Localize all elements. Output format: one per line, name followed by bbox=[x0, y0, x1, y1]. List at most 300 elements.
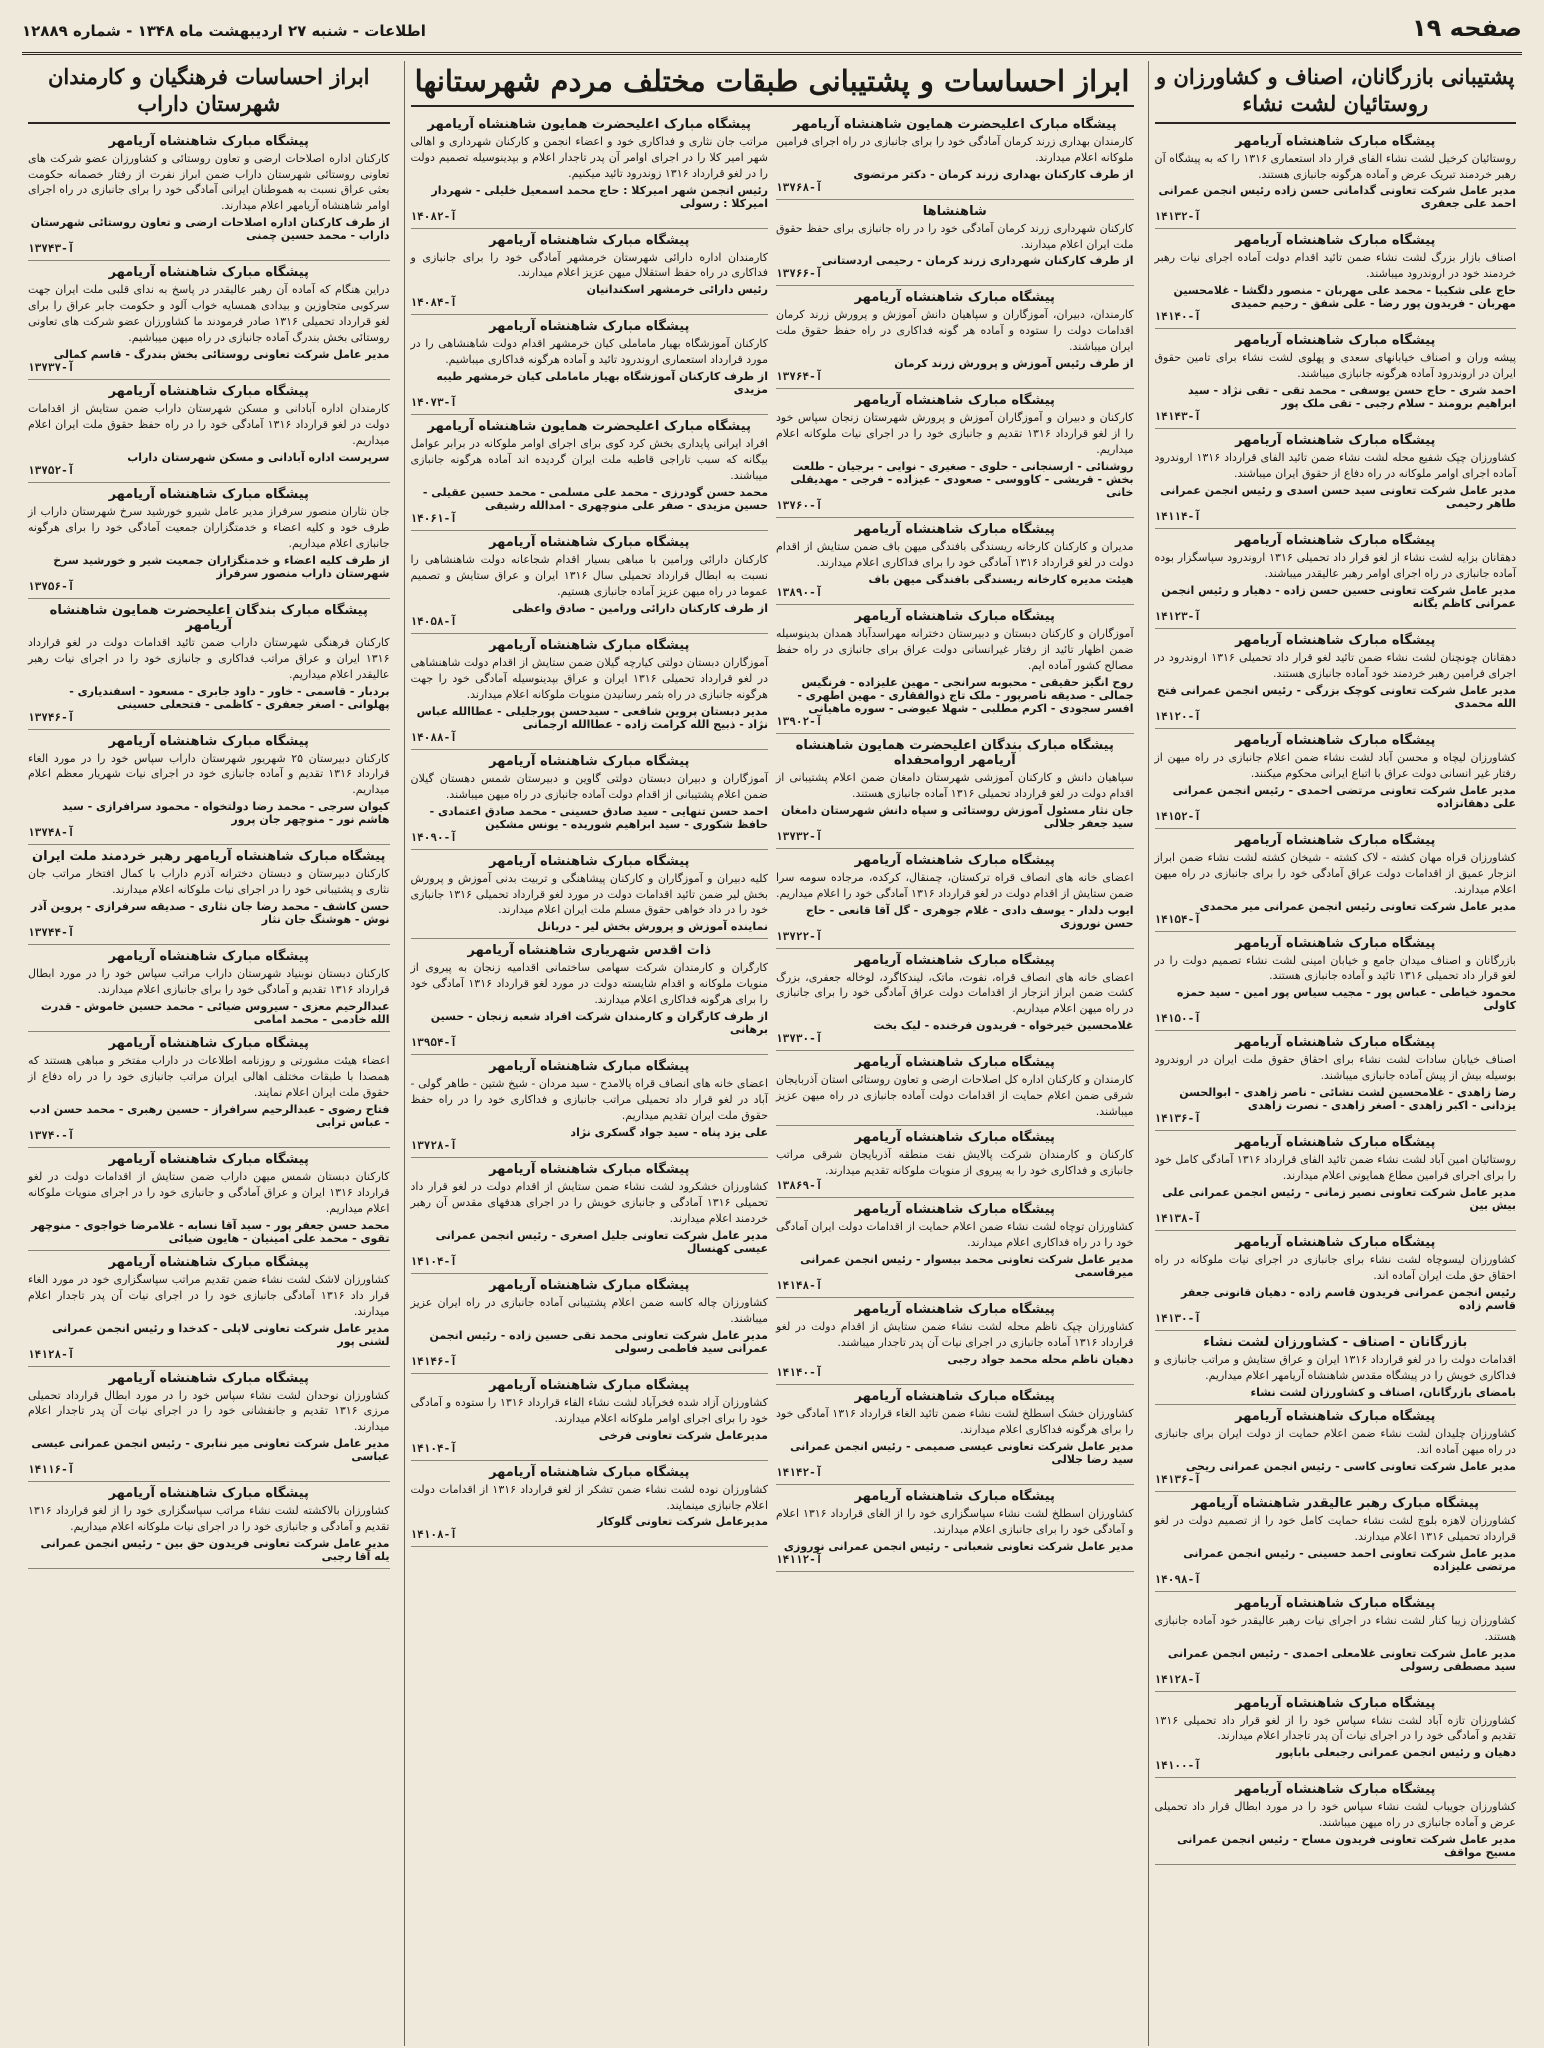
notice-sign: مدیر عامل شرکت تعاونی رئیس انجمن عمرانی میر محمدی bbox=[1199, 899, 1516, 913]
notice-item bbox=[411, 750, 769, 850]
notice-sign: نماینده آموزش و پرورش بخش لیر - دریانل bbox=[537, 920, 768, 934]
notice-title: پیشگاه مبارک شاهنشاه آریامهر bbox=[1235, 732, 1436, 748]
notice-item bbox=[28, 483, 390, 599]
notice-item bbox=[411, 1274, 769, 1374]
columns bbox=[22, 61, 1522, 2046]
notice-item bbox=[411, 113, 769, 229]
column-provinces bbox=[404, 61, 1140, 2046]
notice-code: آ-۱۳۷۶۸ bbox=[776, 180, 823, 194]
notice-title: پیشگاه مبارک شاهنشاه آریامهر bbox=[1235, 1695, 1436, 1711]
notice-code: آ-۱۴۱۰۴ bbox=[410, 1441, 457, 1455]
notice-title: پیشگاه مبارک شاهنشاه آریامهر bbox=[1235, 1595, 1436, 1611]
notice-item bbox=[411, 315, 769, 415]
notice-title: پیشگاه مبارک شاهنشاه آریامهر bbox=[489, 853, 690, 869]
notice-sign: مدیر دبستان پروین شافعی - سیدحسن پورجلیلی - عطاالله عباس نژاد - ذبیح الله کرامت زاده - عطاالله ارجمانی bbox=[416, 704, 768, 731]
notice-code: آ-۱۴۰۵۸ bbox=[410, 614, 457, 628]
notice-item bbox=[1155, 1592, 1517, 1692]
notice-sign: فتاح رضوی - عبدالرحیم سرافراز - حسین رهبری - محمد حسن ادب - عباس ترابی bbox=[29, 1102, 390, 1129]
notice-item bbox=[776, 605, 1134, 734]
notice-code: آ-۱۳۸۹۰ bbox=[776, 585, 823, 599]
notice-code: آ-۱۳۷۴۴ bbox=[28, 926, 75, 940]
notice-title: پیشگاه مبارک شاهنشاه آریامهر bbox=[489, 753, 690, 769]
notice-body: کارمندان اداره آبادانی و مسکن شهرستان داراب ضمن ستایش از اقدامات دولت در لغو قرارداد ۱۳۱۶ آمادگی خود را در راه حفظ حقوق ملت ایران اعلام میداریم. bbox=[28, 402, 390, 447]
notice-title: پیشگاه مبارک رهبر عالیقدر شاهنشاه آریامهر bbox=[1191, 1495, 1480, 1511]
notice-sign: احمد شری - حاج حسن یوسفی - محمد تقی - تقی نژاد - سید ابراهیم برومند - سلام رجبی - تقی ملک پور bbox=[1188, 384, 1516, 411]
notice-title: پیشگاه مبارک اعلیحضرت همایون شاهنشاه آریامهر bbox=[427, 116, 751, 132]
notice-sign: مدیر عامل شرکت تعاونی لاپلی - کدخدا و رئیس انجمن عمرانی لشنی پور bbox=[52, 1321, 390, 1348]
notice-sign: مدیر عامل شرکت تعاونی غلامعلی احمدی - رئیس انجمن عمرانی سید مصطفی رسولی bbox=[1167, 1646, 1516, 1673]
notice-sign: روح انگیز حقیقی - محبوبه سرانجی - مهین علیزاده - فرنگیس جمالی - صدیقه ناصرپور - ملک تاج ذوالفقاری - مهین اطهری - افسر سجودی - اکرم مطلبی - شهلا عیوضی - سوره ماهیانی bbox=[797, 675, 1134, 715]
notice-title: پیشگاه مبارک شاهنشاه آریامهر bbox=[1235, 832, 1436, 848]
notice-item bbox=[411, 634, 769, 750]
notice-body: کارکنان آموزشگاه بهیار ماماملی کیان خرمشهر اقدام دولت شاهنشاهی را در مورد قرارداد استعماری اروندرود تائید و آماده هرگونه فداکاری میباشیم. bbox=[410, 337, 768, 367]
notice-code: آ-۱۳۷۴۶ bbox=[28, 710, 75, 724]
notice-title: پیشگاه مبارک شاهنشاه آریامهر bbox=[1235, 433, 1436, 449]
notice-title: پیشگاه مبارک شاهنشاه آریامهر bbox=[1235, 1235, 1436, 1251]
notice-item bbox=[28, 261, 390, 380]
notice-title: پیشگاه مبارک شاهنشاه آریامهر bbox=[489, 1377, 690, 1393]
notice-title: پیشگاه مبارک شاهنشاه آریامهر bbox=[854, 608, 1055, 624]
notice-sign: محمود خیاطی - عباس پور - مجیب سیاس پور امین - سید حمزه کاولی bbox=[1176, 986, 1516, 1013]
notice-code: آ-۱۴۱۱۴ bbox=[1154, 510, 1201, 524]
notice-code: آ-۱۳۹۰۲ bbox=[776, 714, 823, 728]
notice-code: آ-۱۴۰۷۳ bbox=[410, 396, 457, 410]
notice-title: پیشگاه مبارک شاهنشاه آریامهر bbox=[1235, 1408, 1436, 1424]
notice-item bbox=[1155, 1331, 1517, 1405]
notice-sign: دهیان و رئیس انجمن عمرانی رجبعلی باباپور bbox=[1276, 1746, 1516, 1760]
notice-body: کارکنان دبستان شمس میهن داراب ضمن ستایش از اقدامات دولت در لغو قرارداد ۱۳۱۶ ایران و عراق آمادگی و جانبازی خود را در اجرای منویات ملوکانه اعلام میداریم. bbox=[28, 1169, 390, 1215]
notice-sign: مدیر عامل شرکت تعاونی فریدون حق بین - رئیس انجمن عمرانی یله آقا رجبی bbox=[40, 1537, 390, 1564]
notice-title: پیشگاه مبارک شاهنشاه آریامهر bbox=[108, 733, 309, 749]
notice-code: آ-۱۳۷۴۰ bbox=[28, 1128, 75, 1142]
notice-sign: مدیر عامل شرکت تعاونی احمد حسینی - رئیس انجمن عمرانی مرتضی علیزاده bbox=[1183, 1546, 1516, 1573]
notice-body: کارکنان اداره اصلاحات ارضی و تعاون روستائی و کشاورزان عضو شرکت های تعاونی روستائی شهرستان داراب ضمن ابراز نفرت از رفتار خصمانه حکومت بعثی عراق نسبت به هموطنان ایرانی آمادگی خود را برای جانبازی در راه اجرای اوامر شاهنشاه آریامهر اعلام میدارند. bbox=[28, 151, 390, 213]
notice-code: آ-۱۴۱۴۲ bbox=[776, 1465, 823, 1479]
notice-title: پیشگاه مبارک شاهنشاه آریامهر bbox=[854, 1488, 1055, 1504]
notice-item bbox=[776, 389, 1134, 518]
notice-code: آ-۱۳۷۳۲ bbox=[776, 829, 823, 843]
notice-body: کشاورزان لیسوچاه لشت نشاء برای جانبازی در اجرای نیات ملوکانه در راه احقاق حق ملت ایران آماده اند. bbox=[1154, 1253, 1516, 1283]
notice-code: آ-۱۴۱۰۰ bbox=[1154, 1759, 1201, 1773]
notice-title: پیشگاه مبارک شاهنشاه آریامهر bbox=[1235, 133, 1436, 149]
notice-body: کارکنان و کارمندان شرکت پالایش نفت منطقه آذربایجان شرقی مراتب جانبازی و فداکاری خود را به پیروی از منویات ملوکانه تقدیم میدارند. bbox=[776, 1148, 1134, 1178]
column-bazaar bbox=[1148, 61, 1523, 2046]
notice-title: پیشگاه مبارک شاهنشاه آریامهر bbox=[489, 232, 690, 248]
notice-title: پیشگاه مبارک شاهنشاه آریامهر bbox=[108, 133, 309, 149]
notice-code: آ-۱۴۱۰۴ bbox=[410, 1254, 457, 1268]
notice-title: پیشگاه مبارک شاهنشاه آریامهر bbox=[489, 1464, 690, 1480]
notice-sign: ایوب دلدار - یوسف دادی - غلام جوهری - گل آقا قانعی - حاج حسن نوروزی bbox=[805, 903, 1134, 930]
notice-item bbox=[1155, 829, 1517, 932]
notice-item bbox=[776, 1126, 1134, 1198]
notice-body: کشاورزان قراه مهان کشته - لاک کشته - شیخان کشته لشت نشاء ضمن ابراز انزجار عمیق از اقدامات دولت عراق آمادگی خود را برای جانبازی در راه میهن اعلام میدارند. bbox=[1154, 850, 1516, 896]
notice-item bbox=[776, 1051, 1134, 1126]
notice-title: پیشگاه مبارک شاهنشاه آریامهر bbox=[489, 637, 690, 653]
notice-item bbox=[28, 130, 390, 262]
notice-item bbox=[1155, 1405, 1517, 1492]
notice-title: پیشگاه مبارک شاهنشاه آریامهر bbox=[854, 393, 1055, 409]
notice-title: پیشگاه مبارک شاهنشاه آریامهر bbox=[854, 1130, 1055, 1146]
notice-sign: سرپرست اداره آبادانی و مسکن شهرستان داراب bbox=[127, 450, 390, 464]
notice-item bbox=[1155, 1031, 1517, 1131]
provinces-split bbox=[411, 113, 1134, 1572]
notice-sign: مدیر عامل شرکت تعاونی سید حسن اسدی و رئیس انجمن عمرانی طاهر رحیمی bbox=[1160, 484, 1516, 511]
notice-body: روستائیان امین آباد لشت نشاء ضمن تائید الفای قرارداد ۱۳۱۶ آمادگی کامل خود را برای اجرای فرامین مطاع همایونی اعلام میدارند. bbox=[1154, 1153, 1516, 1183]
notice-body: کارکنان دبیرستان ۲۵ شهریور شهرستان داراب سپاس خود را در مورد الغاء قرارداد ۱۳۱۶ تقدیم و آماده جانبازی خود در اجرای نیات شهریار معظم اعلام میداریم. bbox=[28, 751, 390, 797]
notice-body: کشاورزان خشک اسطلخ لشت نشاء ضمن تائید الغاء قرارداد ۱۳۱۶ آمادگی خود را برای هرگونه فداکاری اعلام میدارند. bbox=[776, 1406, 1134, 1436]
notice-code: آ-۱۴۱۳۰ bbox=[1154, 1312, 1201, 1326]
notice-item bbox=[776, 1298, 1134, 1385]
notice-code: آ-۱۴۱۴۰ bbox=[776, 1365, 823, 1379]
page-number: صفحه ۱۹ bbox=[1412, 14, 1522, 42]
notice-sign: مدیر عامل شرکت تعاونی مرتضی احمدی - رئیس انجمن عمرانی علی دهقانزاده bbox=[1172, 783, 1516, 810]
notice-body: کشاورزان نوحدان لشت نشاء سپاس خود را در مورد ابطال قرارداد تحمیلی مرزی ۱۳۱۶ تقدیم و جانفشانی خود را در اجرای نیات آن پدر تاجدار اعلام میدارند. bbox=[28, 1388, 390, 1434]
notice-code: آ-۱۴۱۴۰ bbox=[1154, 310, 1201, 324]
notice-body: آموزگاران دبستان دولتی کیارچه گیلان ضمن ستایش از اقدام دولت شاهنشاهی در لغو قرارداد تحمیلی ۱۳۱۶ ایران و عراق بپدینوسیله آمادگی خود را جهت هرگونه جانبازی در راه بثمر رسانیدن منویات ملوکانه اعلام میدارند. bbox=[410, 655, 768, 701]
notice-item bbox=[776, 286, 1134, 389]
notice-body: کارمندان اداره دارائی شهرستان خرمشهر آمادگی خود را برای جانبازی و فداکاری در راه حفظ استقلال میهن عزیز اعلام میدارند. bbox=[410, 250, 768, 280]
notice-title: پیشگاه مبارک شاهنشاه آریامهر bbox=[108, 486, 309, 502]
notice-body: کشاورزان خشکرود لشت نشاء ضمن ستایش از اقدام دولت در لغو قرار داد تحمیلی ۱۳۱۶ آمادگی و جانبازی خویش را در اجرای هدفهای مقدس آن رهبر خردمند اعلام میدارند. bbox=[410, 1180, 768, 1225]
notice-item bbox=[1155, 1492, 1517, 1592]
notice-item bbox=[411, 850, 769, 940]
notice-body: دهقانان بزایه لشت نشاء از لغو قرار داد تحمیلی ۱۳۱۶ اروندرود سپاسگزار بوده آماده جانبازی در راه اجرای اوامر رهبر عالیقدر میباشند. bbox=[1154, 551, 1516, 581]
notice-title: پیشگاه مبارک شاهنشاه آریامهر bbox=[1235, 935, 1436, 951]
notice-title: ذات اقدس شهریاری شاهنشاه آریامهر bbox=[467, 943, 711, 959]
notice-sign: از طرف کارکنان آموزشگاه بهیار ماماملی کیان خرمشهر طیبه مزیدی bbox=[436, 370, 768, 397]
notice-title: پیشگاه مبارک شاهنشاه آریامهر bbox=[854, 952, 1055, 968]
notice-item bbox=[776, 1485, 1134, 1572]
notice-body: کشاورزان چلیدان لشت نشاء ضمن اعلام حمایت از دولت ایران برای جانبازی در راه میهن آماده اند. bbox=[1154, 1426, 1516, 1456]
notice-sign: کیوان سرجی - محمد رضا دولتخواه - محمود سرافرازی - سید هاشم نور - منوچهر جان پرور bbox=[62, 800, 390, 827]
notice-sign: از طرف کلیه اعضاء و خدمتگزاران جمعیت شیر و خورشید سرخ شهرستان داراب منصور سرفراز bbox=[53, 553, 390, 580]
notice-code: آ-۱۴۱۴۳ bbox=[1154, 410, 1201, 424]
notice-title: پیشگاه مبارک شاهنشاه آریامهر bbox=[108, 1254, 309, 1270]
notice-sign: مدیر عامل شرکت تعاونی کاسی - رئیس انجمن عمرانی ریحی bbox=[1185, 1459, 1516, 1473]
notice-sign: از طرف رئیس آموزش و پرورش زرند کرمان bbox=[894, 357, 1134, 371]
notice-body: آموزگاران و کارکنان دبستان و دبیرستان دخترانه مهراسدآباد همدان بدینوسیله ضمن اظهار تائید از رفتار غیرانسانی دولت عراق برای جانبازی در راه حفظ مصالح کشور آماده ایم. bbox=[776, 626, 1134, 672]
notice-item bbox=[1155, 429, 1517, 529]
notice-body: کشاورزان نوده لشت نشاء ضمن تشکر از لغو قرارداد ۱۳۱۶ از اقدامات دولت اعلام جانبازی مینمایند. bbox=[410, 1482, 768, 1512]
notice-sign: هیئت مدیره کارخانه ریسندگی بافندگی میهن باف bbox=[868, 572, 1134, 586]
notice-item bbox=[776, 849, 1134, 949]
notice-title: پیشگاه مبارک اعلیحضرت همایون شاهنشاه آریامهر bbox=[793, 116, 1117, 132]
notice-sign: محمد حسن جعفر پور - سید آقا نسابه - غلامرضا خواجوی - منوچهر تقوی - محمد علی امینیان - هایون ضیائی bbox=[31, 1218, 390, 1245]
notice-code: آ-۱۴۱۱۲ bbox=[776, 1552, 823, 1566]
notice-body: اقدامات دولت را در لغو قرارداد ۱۳۱۶ ایران و عراق ستایش و مراتب جانبازی و فداکاری خویش را در پیشگاه مقدس شاهنشاه آریامهر اعلام میداریم. bbox=[1154, 1353, 1516, 1382]
masthead bbox=[22, 14, 1522, 55]
notice-body: اصناف بازار بزرگ لشت نشاء ضمن تائید اقدام دولت آماده اجرای نیات رهبر خردمند خود در اروندرود میباشند. bbox=[1154, 251, 1516, 281]
notice-code: آ-۱۴۱۲۰ bbox=[1154, 709, 1201, 723]
notice-title: پیشگاه مبارک شاهنشاه آریامهر bbox=[854, 290, 1055, 306]
notice-item bbox=[411, 229, 769, 316]
notice-body: افراد ایرانی پایداری بخش کرد کوی برای اجرای اوامر ملوکانه در برابر عوامل بیگانه که سبب تاراجی قاطبه ملت ایران گردیده اند آماده هرگونه جانبازی میباشند. bbox=[410, 437, 768, 483]
notice-code: آ-۱۴۰۹۸ bbox=[1154, 1572, 1201, 1586]
notice-sign: احمد حسن تنهایی - سید صادق حسینی - محمد صادق اعتمادی - حافظ شکوری - سید ابراهیم شوریده - یونس مشکین bbox=[429, 804, 768, 831]
notice-body: کارگران و کارمندان شرکت سهامی ساختمانی اقدامیه زنجان به پیروی از منویات ملوکانه و اقدام شایسته دولت در مورد لغو قرارداد ۱۳۱۶ آمادگی خود را برای هرگونه فداکاری اعلام میدارند. bbox=[410, 961, 768, 1007]
notice-title: پیشگاه مبارک شاهنشاه آریامهر bbox=[854, 1388, 1055, 1404]
notice-code: آ-۱۳۷۶۴ bbox=[776, 370, 823, 384]
notice-body: کارکنان دبستان نوبنیاد شهرستان داراب مراتب سپاس خود را در مورد ابطال قرارداد ۱۳۱۶ تقدیم و آمادگی خود را برای جانبازی اعلام میدارند. bbox=[28, 967, 390, 997]
notice-title: پیشگاه مبارک شاهنشاه آریامهر bbox=[108, 1151, 309, 1167]
notice-body: کشاورزان چپک شفیع محله لشت نشاء ضمن تائید الفای قرارداد ۱۳۱۶ اروندرود آماده اجرای اوامر ملوکانه در راه دفاع از حقوق ایران میباشند. bbox=[1154, 451, 1516, 481]
notice-body: کشاورزان آزاد شده فخرآباد لشت نشاء الفاء قرارداد ۱۳۱۶ را ستوده و آمادگی خود را برای اجرای اوامر ملوکانه اعلام میدارند. bbox=[410, 1395, 768, 1425]
notice-body: کشاورزان تازه آباد لشت نشاء سپاس خود را از لغو قرار داد تحمیلی ۱۳۱۶ تقدیم و آمادگی خود را در اجرای نیات آن پدر تاجدار اعلام میدارند. bbox=[1154, 1713, 1516, 1743]
notice-body: کشاورزان توچاه لشت نشاء ضمن اعلام حمایت از اقدامات دولت ایران آمادگی خود را در راه فداکاری اعلام میدارند. bbox=[776, 1220, 1134, 1249]
notice-body: اعضای خانه های انصاف قراه ترکستان، چمنقال، کرکده، مرجاده سومه سرا ضمن ستایش از اقدام دولت در لغو قرارداد ۱۳۱۶ آمادگی خود را اعلام میداریم. bbox=[775, 870, 1134, 900]
notice-sign: عبدالرحیم معزی - سیروس ضیائی - محمد حسین خاموش - قدرت الله خادمی - محمد امامی bbox=[40, 1000, 390, 1027]
notice-body: کشاورزان لیچاه و محسن آباد لشت نشاء ضمن اعلام جانبازی در راه میهن از رفتار غیر انسانی دولت عراق با اتباع ایرانی محکوم میکنند. bbox=[1154, 750, 1516, 780]
notice-sign: رئیس دارائی خرمشهر اسکندانیان bbox=[586, 283, 768, 297]
notice-sign: حاج علی شکیبا - محمد علی مهربان - منصور دلگشا - غلامحسین مهربان - فریدون پور رضا - علی شفق - رحیم حمیدی bbox=[1173, 284, 1516, 311]
notice-code: آ-۱۳۷۴۸ bbox=[28, 826, 75, 840]
notice-sign: مدیر عامل شرکت تعاونی گدامانی حسن زاده رئیس انجمن عمرانی احمد علی جعفری bbox=[1158, 184, 1516, 211]
notice-sign: بامضای بازرگانان، اصناف و کشاورزان لشت نشاء bbox=[1250, 1385, 1516, 1399]
notice-item bbox=[411, 1374, 769, 1461]
notice-code: آ-۱۴۱۲۳ bbox=[1154, 609, 1201, 623]
notice-title: پیشگاه مبارک شاهنشاه آریامهر رهبر خردمند ملت ایران bbox=[32, 849, 386, 865]
notice-body: کشاورزان لاهزه بلوچ لشت نشاء حمایت کامل خود را از تصمیم دولت در لغو قرارداد تحمیلی ۱۳۱۶ اعلام میدارند. bbox=[1154, 1513, 1516, 1543]
notice-body: کشاورزان چاله کاسه ضمن اعلام پشتیبانی آماده جانبازی در راه ایران عزیز میباشند. bbox=[410, 1295, 768, 1325]
notice-sign: مدیر عامل شرکت تعاونی میر ننابری - رئیس انجمن عمرانی عیسی عباسی bbox=[31, 1437, 390, 1464]
notice-item bbox=[1155, 229, 1517, 329]
column-darab bbox=[22, 61, 396, 2046]
notice-body: کارکنان دبیرستان و دبستان دخترانه آذرم داراب با کمال افتخار مراتب جان نثاری و پشتیبانی خود را در اجرای نیات ملوکانه اعلام میدارند. bbox=[28, 867, 390, 897]
notice-body: کشاورزان زیبا کنار لشت نشاء در اجرای نیات رهبر عالیقدر خود آماده جانبازی هستند. bbox=[1154, 1613, 1516, 1643]
notice-body: دراین هنگام که آماده آن رهبر عالیقدر در پاسخ به ندای قلبی ملت ایران جهت سرکوبی متجاوزین و بیدادی همسایه خواب آلود و حکومت جابر عراق را برای لغو قرارداد تحمیلی ۱۳۱۶ صادر فرمودند ما کشاورزان عضو شرکت های تعاونی روستائی بخش بندرگ آماده جانبازی در راه میهن میباشیم. bbox=[28, 283, 390, 345]
notice-item bbox=[28, 1482, 390, 1569]
notice-body: کارکنان و دبیران و آموزگاران آموزش و پرورش شهرستان زنجان سپاس خود را از لغو قرارداد ۱۳۱۶ تقدیم و جانبازی خود را در اجرای نیات ملوکانه اعلام میداریم. bbox=[776, 411, 1134, 457]
notice-title: پیشگاه مبارک شاهنشاه آریامهر bbox=[854, 522, 1055, 538]
notice-code: آ-۱۴۱۳۸ bbox=[1154, 1212, 1201, 1226]
notice-title: پیشگاه مبارک شاهنشاه آریامهر bbox=[108, 1036, 309, 1052]
notice-body: جان نثاران منصور سرفراز مدیر عامل شیرو خورشید سرخ شهرستان داراب از طرف خود و کلیه اعضاء و خدمتگزاران جمعیت آمادگی خود را برای هرگونه جانبازی اعلام میداریم. bbox=[28, 504, 390, 550]
notice-sign: از طرف کارکنان دارائی ورامین - صادق واعظی bbox=[512, 601, 768, 615]
notice-title: پیشگاه مبارک شاهنشاه آریامهر bbox=[489, 1277, 690, 1293]
notice-code: آ-۱۴۰۹۰ bbox=[410, 830, 457, 844]
notice-title: پیشگاه مبارک شاهنشاه آریامهر bbox=[1235, 233, 1436, 249]
notice-body: روستائیان کرخیل لشت نشاء الفای قرار داد استعماری ۱۳۱۶ را که به پیشگاه آن رهبر خردمند تبریک عرض و آماده هرگونه جانبازی هستند. bbox=[1154, 151, 1516, 181]
notice-sign: از طرف کارگران و کارمندان شرکت افراد شعبه زنجان - حسین برهانی bbox=[430, 1010, 768, 1037]
notice-title: پیشگاه مبارک اعلیحضرت همایون شاهنشاه آریامهر bbox=[427, 419, 751, 435]
notice-code: آ-۱۴۱۰۸ bbox=[410, 1528, 457, 1542]
notice-code: آ-۱۳۸۶۹ bbox=[776, 1179, 823, 1192]
notice-body: مراتب جان نثاری و فداکاری خود و اعضاء انجمن و کارکنان شهرداری و اهالی شهر امیر کلا را در اجرای اوامر آن پدر تاجدار اعلام و بپدینوسیله تصمیم دولت را در لغو قرارداد ۱۳۱۶ زوندرود تائید میکنیم. bbox=[410, 134, 768, 180]
notice-item bbox=[776, 518, 1134, 605]
notice-item bbox=[28, 730, 390, 846]
notice-body: اعضای خانه های انصاف قراه یالامدح - سید مردان - شیخ شتین - طاهر گولی - آباد در لغو قرار داد تحمیلی مراتب جانبازی و فداکاری خود را در راه حفظ حقوق ملت ایران تقدیم میداریم. bbox=[410, 1077, 768, 1123]
notice-body: آموزگاران و دبیران دبستان دولتی گاوین و دبیرستان شمس دهستان گیلان ضمن اعلام پشتیبانی از اقدام دولت آماده جانبازی در راه میهن میباشند. bbox=[410, 771, 768, 801]
issue-line: اطلاعات - شنبه ۲۷ اردیبهشت ماه ۱۳۴۸ - شماره ۱۲۸۸۹ bbox=[22, 22, 426, 40]
notice-item bbox=[1155, 1231, 1517, 1331]
notice-sign: مدیر عامل شرکت تعاونی جلیل اصغری - رئیس انجمن عمرانی عیسی کهنسال bbox=[435, 1228, 768, 1255]
notice-title: پیشگاه مبارک شاهنشاه آریامهر bbox=[1235, 632, 1436, 648]
notice-code: آ-۱۳۷۳۷ bbox=[28, 361, 75, 375]
notice-code: آ-۱۳۷۲۸ bbox=[410, 1139, 457, 1152]
notice-item bbox=[28, 599, 390, 730]
notice-item bbox=[776, 1385, 1134, 1485]
notice-body: کشاورزان اسطلخ لشت نشاء سپاسگزاری خود را از الغای قرارداد ۱۳۱۶ اعلام و آمادگی خود را برای جانبازی اعلام میدارند. bbox=[776, 1506, 1134, 1536]
notice-code: آ-۱۴۱۵۰ bbox=[1154, 1012, 1201, 1026]
notice-sign: جان نثار مسئول آموزش روستائی و سپاه دانش شهرستان دامغان سید جعفر جلالی bbox=[781, 803, 1134, 830]
notice-item bbox=[776, 113, 1134, 200]
notice-title: پیشگاه مبارک شاهنشاه آریامهر bbox=[1235, 533, 1436, 549]
notice-sign: مدیرعامل شرکت تعاونی فرخی bbox=[598, 1428, 768, 1442]
notice-sign: رضا زاهدی - غلامحسین لشت نشائی - ناصر زاهدی - ابوالحسن یزدانی - اکبر زاهدی - اصغر زاهدی - نصرت زاهدی bbox=[1179, 1086, 1516, 1113]
notice-body: اعضای خانه های انصاف قراه، نفوت، ماتک، لیندکاگرد، لوخاله جعفری، بزرگ کشت ضمن ابراز انزجار از اقدامات دولت عراق آمادگی خود را برای جانبازی در راه میهن اعلام میداریم. bbox=[776, 970, 1134, 1016]
notice-code: آ-۱۳۷۶۰ bbox=[776, 499, 823, 513]
notice-body: کشاورزان چپک ناظم محله لشت نشاء ضمن ستایش از اقدام دولت در لغو قرارداد ۱۳۱۶ آماده جانبازی در اجرای نیات آن پدر تاجدار میباشند. bbox=[776, 1319, 1134, 1349]
notice-sign: مدیر عامل شرکت تعاونی روستائی بخش بندرگ - قاسم کمالی bbox=[53, 348, 390, 362]
notice-title: پیشگاه مبارک بندگان اعلیحضرت همایون شاهنشاه آریامهر اروامحفداه bbox=[795, 737, 1114, 768]
notice-code: آ-۱۳۷۶۶ bbox=[776, 267, 823, 281]
notice-title: پیشگاه مبارک شاهنشاه آریامهر bbox=[108, 1370, 309, 1386]
notice-title: پیشگاه مبارک شاهنشاه آریامهر bbox=[489, 1059, 690, 1075]
notice-body: کشاورزان لاشک لشت نشاء ضمن تقدیم مراتب سپاسگزاری خود در مورد الغاء قرار داد ۱۳۱۶ آمادگی جانبازی خود را در اجرای نیات آن پدر تاجدار اعلام میدارند. bbox=[28, 1272, 390, 1318]
notice-code: آ-۱۴۱۳۶ bbox=[1154, 1112, 1201, 1126]
notice-sign: مدیر عامل شرکت تعاونی محمد بیسوار - رئیس انجمن عمرانی میرقاسمی bbox=[800, 1252, 1134, 1279]
notice-sign: مدیر عامل شرکت تعاونی عیسی صمیمی - رئیس انجمن عمرانی سید رضا جلالی bbox=[790, 1439, 1134, 1466]
notice-item bbox=[28, 845, 390, 945]
notice-item bbox=[28, 1148, 390, 1251]
notice-item bbox=[1155, 932, 1517, 1032]
notice-body: کشاورزان جویباب لشت نشاء سپاس خود را در مورد ابطال قرار داد تحمیلی عرض و آماده جانبازی در راه میهن میباشند. bbox=[1154, 1800, 1516, 1830]
notice-sign: مدیر عامل شرکت تعاونی کوچک بزرگی - رئیس انجمن عمرانی فتح الله محمدی bbox=[1157, 683, 1516, 710]
notice-body: کلیه دبیران و آموزگاران و کارکنان پیشاهنگی و تربیت بدنی آموزش و پرورش بخش لیر ضمن تائید اقدامات دولت در مورد لغو قرارداد تحمیلی ۱۳۱۶ جانبازی خود را در داد خواهی حقوق مسلم ملت ایران اعلام میدارند. bbox=[410, 871, 768, 917]
notice-title: پیشگاه مبارک شاهنشاه آریامهر bbox=[108, 949, 309, 965]
notice-title: پیشگاه مبارک شاهنشاه آریامهر bbox=[489, 535, 690, 551]
notice-item bbox=[776, 949, 1134, 1052]
notice-item bbox=[28, 945, 390, 1032]
notice-title: پیشگاه مبارک بندگان اعلیحضرت همایون شاهنشاه آریامهر bbox=[49, 602, 368, 633]
notice-item bbox=[411, 531, 769, 634]
notice-item bbox=[1155, 1692, 1517, 1779]
notice-body: کارکنان فرهنگی شهرستان داراب ضمن تائید اقدامات دولت در لغو قرارداد ۱۳۱۶ ایران و عراق مراتب فداکاری و جانبازی خود را در اجرای نیات رهبر عالیقدر اعلام میداریم. bbox=[28, 635, 390, 681]
notice-sign: رئیس انجمن عمرانی فریدون قاسم زاده - دهیان قانونی جعفر قاسم زاده bbox=[1181, 1286, 1516, 1313]
notice-sign: رئیس انجمن شهر امیرکلا : حاج محمد اسمعیل خلیلی - شهردار امیرکلا : رسولی bbox=[431, 183, 768, 210]
notice-sign: مدیر عامل شرکت تعاونی نصیر زمانی - رئیس انجمن عمرانی علی بیش بین bbox=[1162, 1186, 1516, 1213]
notice-body: کشاورزان بالاکشته لشت نشاء مراتب سپاسگزاری خود را از لغو قرارداد ۱۳۱۶ تقدیم و آمادگی و جانبازی خود را در اجرای نیات ملوکانه اعلام میداریم. bbox=[28, 1504, 390, 1534]
notice-item bbox=[28, 380, 390, 483]
notice-item bbox=[411, 1055, 769, 1158]
notice-code: آ-۱۴۰۸۴ bbox=[410, 296, 457, 310]
headline-bazaar: پشتیبانی بازرگانان، اصناف و کشاورزان و روستائیان لشت نشاء bbox=[1155, 63, 1517, 124]
notice-body: کارمندان، دبیران، آموزگاران و سپاهیان دانش آموزش و پرورش زرند کرمان اقدامات دولت را ستوده و آماده هر گونه فداکاری در راه حفظ حقوق ملت ایران میباشند. bbox=[776, 308, 1134, 354]
notice-item bbox=[1155, 729, 1517, 829]
notice-title: بازرگانان - اصناف - کشاورزان لشت نشاء bbox=[1203, 1335, 1468, 1351]
notice-item bbox=[411, 939, 769, 1055]
notice-code: آ-۱۴۱۳۶ bbox=[1154, 1472, 1201, 1486]
notice-sign: دهیان ناظم محله محمد جواد رجبی bbox=[947, 1352, 1134, 1366]
notice-sign: بردبار - قاسمی - خاور - داود جابری - مسعود - اسفندیاری - پهلوانی - اصغر جعفری - کاظمی - فتحعلی حسینی bbox=[69, 684, 390, 711]
notice-title: پیشگاه مبارک شاهنشاه آریامهر bbox=[854, 1055, 1055, 1071]
notice-code: آ-۱۴۱۲۸ bbox=[28, 1347, 75, 1361]
notice-title: پیشگاه مبارک شاهنشاه آریامهر bbox=[854, 1301, 1055, 1317]
notice-body: کارمندان و کارکنان اداره کل اصلاحات ارضی و تعاون روستائی استان آذربایجان شرقی ضمن اعلام حمایت از اقدامات دولت آماده جانبازی در راه میهن عزیز میباشند. bbox=[776, 1073, 1134, 1119]
notice-code: آ-۱۴۱۱۶ bbox=[28, 1463, 75, 1477]
notice-code: آ-۱۳۷۲۲ bbox=[776, 929, 823, 943]
notice-title: پیشگاه مبارک شاهنشاه آریامهر bbox=[1235, 1035, 1436, 1051]
notice-code: آ-۱۳۹۵۴ bbox=[410, 1036, 457, 1050]
notice-title: پیشگاه مبارک شاهنشاه آریامهر bbox=[489, 319, 690, 335]
notice-sign: روشنائی - ارسنجانی - حلوی - صغیری - نوایی - برجیان - طلعت بخش - قریشی - کاووسی - صعودی - عیزاده - فرجی - مهدیقلی خانی bbox=[790, 460, 1134, 500]
notice-item bbox=[1155, 529, 1517, 629]
notice-sign: مدیر عامل شرکت تعاونی محمد تقی حسین زاده - رئیس انجمن عمرانی سید فاطمی رسولی bbox=[429, 1328, 768, 1355]
notice-item bbox=[411, 415, 769, 531]
notice-body: پیشه وران و اصناف خیابانهای سعدی و پهلوی لشت نشاء برای تامین حقوق ایران در اروندرود آماده هرگونه جانبازی میباشند. bbox=[1154, 351, 1516, 381]
notice-sign: مدیرعامل شرکت تعاونی گلوکار bbox=[597, 1515, 768, 1529]
notice-item bbox=[776, 1198, 1134, 1298]
notice-item bbox=[776, 200, 1134, 287]
notice-title: پیشگاه مبارک شاهنشاه آریامهر bbox=[854, 852, 1055, 868]
notice-code: آ-۱۴۱۵۲ bbox=[1154, 809, 1201, 823]
notice-title: پیشگاه مبارک شاهنشاه آریامهر bbox=[108, 265, 309, 281]
notice-body: کارمندان بهداری زرند کرمان آمادگی خود را برای جانبازی در راه اجرای فرامین ملوکانه اعلام میدارند. bbox=[776, 134, 1134, 164]
notice-title: پیشگاه مبارک شاهنشاه آریامهر bbox=[108, 384, 309, 400]
notice-sign: مدیر عامل شرکت تعاونی حسین حسن زاده - دهیار و رئیس انجمن عمرانی کاظم یگانه bbox=[1161, 583, 1516, 610]
notice-sign: علی یزد پناه - سید جواد گسکری نژاد bbox=[570, 1126, 768, 1139]
notice-code: آ-۱۳۷۳۰ bbox=[776, 1032, 823, 1046]
notice-title: پیشگاه مبارک شاهنشاه آریامهر bbox=[108, 1486, 309, 1502]
notice-code: آ-۱۴۰۶۱ bbox=[410, 512, 457, 526]
notice-item bbox=[411, 1158, 769, 1274]
notice-item bbox=[28, 1251, 390, 1367]
notice-code: آ-۱۴۱۴۸ bbox=[776, 1278, 823, 1292]
notice-sign: حسن کاشف - محمد رضا جان نثاری - صدیقه سرفرازی - پروین آذر نوش - هوشنگ جان نثار bbox=[31, 900, 390, 927]
notice-body: کارکنان دارائی ورامین با مباهی بسیار اقدام شجاعانه دولت شاهنشاهی را نسبت به ابطال قرارداد تحمیلی سال ۱۳۱۶ ایران و عراق ستایش و تصمیم عموما در راه میهن عزیز آماده جانبازی هستیم. bbox=[410, 553, 768, 598]
notice-sign: غلامحسین خیرخواه - فریدون فرخنده - لیک بخت bbox=[873, 1019, 1134, 1033]
notice-sign: محمد حسن گودرزی - محمد علی مسلمی - محمد حسین عقیلی - حسین مزیدی - صفر علی منوچهری - امدالله رشیقی bbox=[422, 486, 768, 513]
notice-item bbox=[1155, 329, 1517, 429]
notice-code: آ-۱۴۱۴۶ bbox=[410, 1354, 457, 1368]
headline-darab: ابراز احساسات فرهنگیان و کارمندان شهرستان داراب bbox=[28, 63, 390, 124]
notice-code: آ-۱۳۷۴۳ bbox=[28, 242, 75, 256]
notice-item bbox=[28, 1032, 390, 1148]
notice-item bbox=[28, 1367, 390, 1483]
notice-title: پیشگاه مبارک شاهنشاه آریامهر bbox=[1235, 1135, 1436, 1151]
notice-code: آ-۱۳۷۵۲ bbox=[28, 463, 75, 477]
notice-sign: مدیر عامل شرکت تعاونی فریدون مساح - رئیس انجمن عمرانی مسیح مواقف bbox=[1177, 1833, 1516, 1860]
notice-body: بازرگانان و اصناف میدان جامع و خیابان امینی لشت نشاء تصمیم دولت را در لغو قرار داد تحمیلی ۱۳۱۶ تائید و آماده جانبازی هستند. bbox=[1154, 953, 1516, 983]
notice-sign: از طرف کارکنان شهرداری زرند کرمان - رحیمی اردستانی bbox=[821, 254, 1134, 268]
notice-code: آ-۱۴۰۸۲ bbox=[410, 209, 457, 223]
notice-title: پیشگاه مبارک شاهنشاه آریامهر bbox=[1235, 333, 1436, 349]
notice-title: پیشگاه مبارک شاهنشاه آریامهر bbox=[1235, 1782, 1436, 1798]
headline-provinces: ابراز احساسات و پشتیبانی طبقات مختلف مردم شهرستانها bbox=[411, 63, 1134, 107]
notice-code: آ-۱۴۱۵۴ bbox=[1154, 912, 1201, 926]
notice-title: شاهنشاها bbox=[922, 203, 987, 219]
notice-body: کارکنان شهرداری زرند کرمان آمادگی خود را در راه جانبازی برای حفظ حقوق ملت ایران اعلام میدارند. bbox=[776, 221, 1134, 251]
notice-title: پیشگاه مبارک شاهنشاه آریامهر bbox=[854, 1202, 1055, 1217]
notice-sign: مدیر عامل شرکت تعاونی شعبانی - رئیس انجمن عمرانی نوروزی bbox=[783, 1539, 1134, 1553]
notice-code: آ-۱۴۰۸۸ bbox=[410, 730, 457, 744]
notice-title: پیشگاه مبارک شاهنشاه آریامهر bbox=[489, 1162, 690, 1177]
notice-code: آ-۱۴۱۲۸ bbox=[1154, 1672, 1201, 1686]
notice-item bbox=[1155, 629, 1517, 729]
notice-body: دهقانان چونچنان لشت نشاء ضمن تائید لغو قرار داد تحمیلی ۱۳۱۶ اروندرود در اجرای فرامین رهبر خردمند خود آماده جانبازی هستند. bbox=[1154, 650, 1517, 680]
notice-body: سپاهیان دانش و کارکنان آموزشی شهرستان دامغان ضمن اعلام پشتیبانی از اقدام دولت در لغو قرارداد تحمیلی ۱۳۱۶ آماده جانبازی هستند. bbox=[776, 770, 1134, 800]
notice-code: آ-۱۳۷۵۶ bbox=[28, 579, 75, 593]
notice-item bbox=[776, 734, 1134, 849]
notice-item bbox=[1155, 1778, 1517, 1865]
notice-sign: از طرف کارکنان اداره اصلاحات ارضی و تعاون روستائی شهرستان داراب - محمد حسین چمنی bbox=[30, 216, 390, 243]
notice-code: آ-۱۴۱۳۲ bbox=[1154, 210, 1201, 224]
notice-sign: از طرف کارکنان بهداری زرند کرمان - دکتر مرتضوی bbox=[853, 167, 1134, 181]
notice-item bbox=[1155, 130, 1517, 230]
notice-item bbox=[411, 1461, 769, 1548]
notice-body: مدیران و کارکنان کارخانه ریسندگی بافندگی میهن باف ضمن ستایش از اقدام دولت در لغو قرارداد ۱۳۱۶ آمادگی خود را برای فداکاری اعلام میدارند. bbox=[776, 540, 1134, 569]
notice-item bbox=[1155, 1131, 1517, 1231]
